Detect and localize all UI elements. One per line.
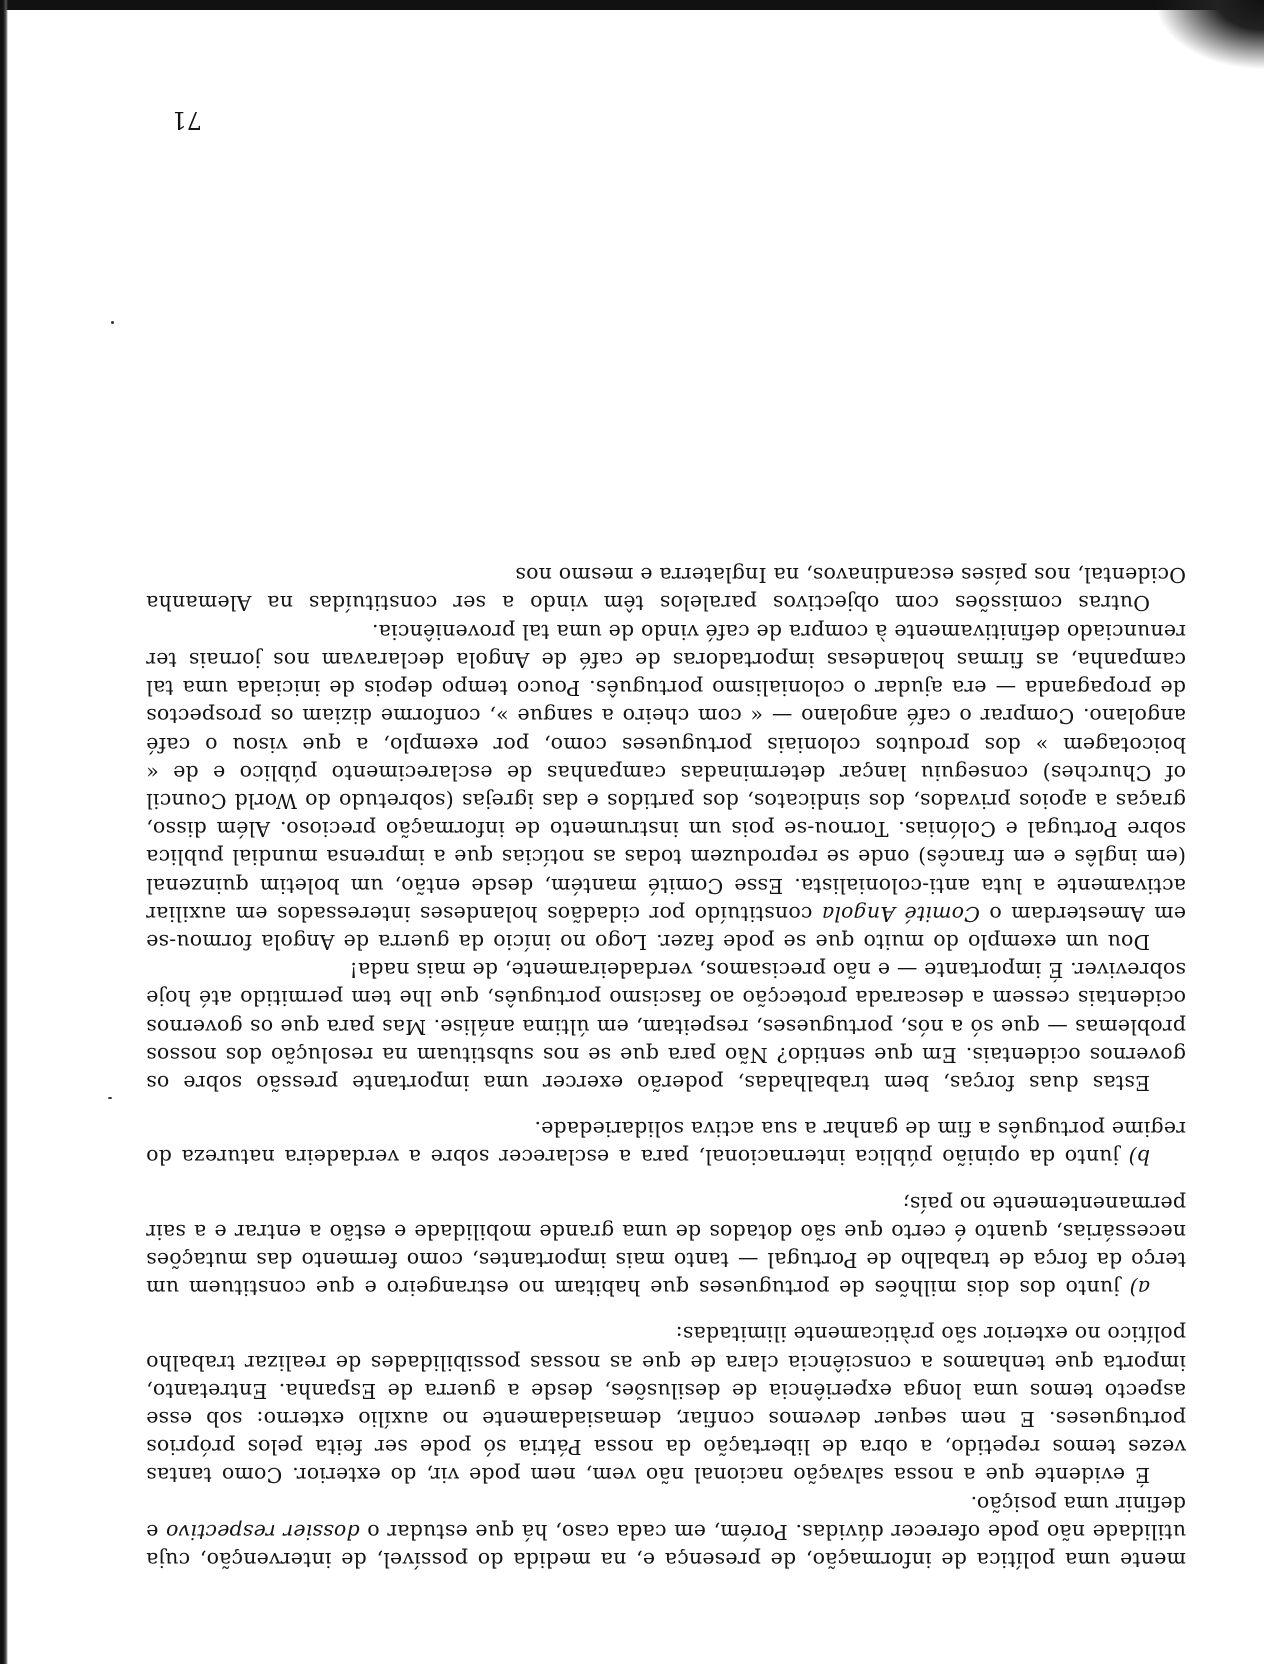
text-run: junto da opinião pública internacional, para a esclarecer sobre a verdadeira natureza do regime português a fim de ganhar a sua activa solidariedade.	[146, 1117, 1186, 1170]
text-run: e definir uma posição.	[146, 1491, 1186, 1544]
text-run: junto dos dois milhões de portugueses que habitam no estrangeiro e que constituem um terço da força de trabalho de Portugal — tanto mais importantes, como fermento das mutações necessárias, quanto é certo que são dotados de uma grande mobilidade e estão a entrar e a sair permanentemente no país;	[146, 1191, 1186, 1301]
text-run: Dou um exemplo do muito que se pode fazer. Logo no início da guerra de Angola formou-se em Amesterdam o	[146, 901, 1186, 954]
paragraph-comite-angola-example	[146, 618, 1186, 956]
list-item-a-emigrants	[146, 1189, 1186, 1302]
text-run: Estas duas forças, bem trabalhadas, poderão exercer uma importante pressão sobre os governos ocidentais. Em que sentido? Não para que se nos substituam na resolução dos nossos problemas — que só a nós, portugueses, respeitam, em última análise. Mas para que os governos ocidentais cessem a descarada protecção ao fascismo português, que lhe tem permitido até hoje sobreviver. É importante — e não precisamos, verdadeiramente, de mais nada!	[146, 958, 1186, 1095]
paragraph-national-salvation	[146, 1320, 1186, 1489]
scan-corner-shadow	[1154, 0, 1264, 70]
scan-speck	[108, 1097, 112, 1099]
text-run: mente uma política de informação, de presença e, na medida do possível, de intervenção, cuja utilidade não pode oferecer dúvidas. Porém, em cada caso, há que estudar o	[146, 1519, 1186, 1572]
italic-term: a)	[1129, 1276, 1150, 1301]
paragraph-continuation	[146, 1489, 1186, 1574]
text-run: É evidente que a nossa salvação nacional não vem, nem pode vir, do exterior. Como tantas vezes temos repetido, a obra de libertação da nossa Pátria só pode ser feita pelos próprios portugueses. E nem sequer devemos confiar, demasiadamente no auxílio externo: sob esse aspecto temos uma longa experiência de desilusões, desde a guerra de Espanha. Entretanto, importa que tenhamos a consciência clara de que as nossas possibilidades de realizar trabalho político no exterior são pràticamente ilimitadas:	[146, 1322, 1186, 1488]
body-text	[146, 561, 1186, 1574]
italic-term: b)	[1128, 1145, 1150, 1170]
scan-side-shadow	[0, 0, 8, 1664]
paragraph-two-forces	[146, 956, 1186, 1097]
page-number: 71	[171, 106, 202, 134]
italic-term: Comité Angola	[821, 901, 980, 926]
scan-edge-shadow	[0, 0, 1264, 10]
paragraph-other-commissions	[146, 561, 1186, 617]
list-item-b-public-opinion	[146, 1115, 1186, 1171]
scan-speck	[111, 321, 114, 324]
text-run: Outras comissões com objectivos paralelos têm vindo a ser constituídas na Alemanha Ocidental, nos países escandinavos, na Inglaterra e mesmo nos	[146, 563, 1186, 616]
italic-term: dossier respectivo	[165, 1519, 360, 1544]
text-run: constituído por cidadãos holandeses interessados em auxiliar activamente a luta anti-colonialista. Esse Comité mantém, desde então, um boletim quinzenal (em inglês e em francês) onde se reproduzem todas as notícias que a imprensa mundial publica sobre Portugal e Colónias. Tornou-se pois um instrumento de informação precioso. Além disso, graças a apoios privados, dos sindicatos, dos partidos e das igrejas (sobretudo do World Council of Churches) conseguiu lançar determinadas campanhas de esclarecimento público e de « boicotagem » dos produtos coloniais portugueses como, por exemplo, a que visou o café angolano. Comprar o café angolano — « com cheiro a sangue », conforme diziam os prospectos de propaganda — era ajudar o colonialismo português. Pouco tempo depois de iniciada uma tal campanha, as firmas holandesas importadoras de café de Angola declaravam nos jornais ter renunciado definitivamente à compra de café vindo de uma tal proveniência.	[146, 619, 1186, 926]
